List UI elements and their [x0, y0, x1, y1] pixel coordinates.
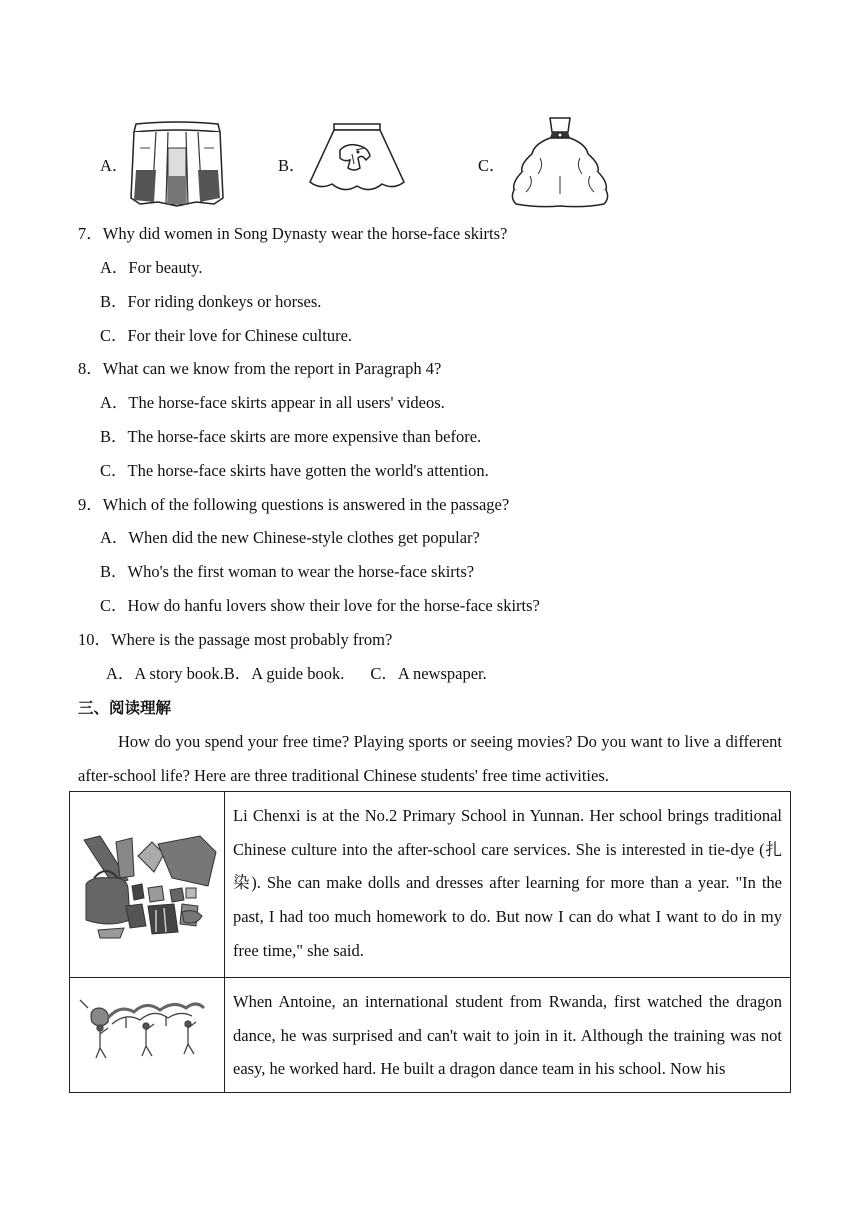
activities-table: [69, 791, 791, 1093]
question-8: [78, 359, 441, 379]
tie-dye-image-cell: [70, 792, 225, 978]
question-number: 9．: [78, 495, 103, 514]
question-text: Why did women in Song Dynasty wear the horse-face skirts?: [102, 224, 508, 243]
q8-option-b: B．The horse-face skirts are more expensive than before.: [100, 427, 482, 446]
horse-face-skirt-image: [128, 118, 226, 210]
q10-option-b: B．A guide book.: [223, 664, 345, 683]
tie-dye-text: Li Chenxi is at the No.2 Primary School in Yunnan. Her school brings traditional Chinese culture into the after-school care services. She is interested in tie-dye (扎染). She can make dolls and dresses after learning for more than a year. "In the past, I had too much homework to do. But now I can do what I want to do in my free time," she said.: [225, 792, 791, 978]
q7-option-a: A．For beauty.: [100, 258, 203, 277]
table-row: [70, 978, 791, 1093]
q7-option-c: C．For their love for Chinese culture.: [100, 326, 353, 345]
section-intro: How do you spend your free time? Playing sports or seeing movies? Do you want to live a different after-school life? Here are three traditional Chinese students' free time activities.: [78, 732, 782, 785]
option-c-label: C．: [478, 156, 506, 175]
option-b-label: B．: [278, 156, 306, 175]
q8-option-c: C．The horse-face skirts have gotten the world's attention.: [100, 461, 489, 480]
question-text: What can we know from the report in Paragraph 4?: [102, 359, 442, 378]
q10-options: [106, 664, 487, 684]
question-number: 7．: [78, 224, 103, 243]
q9-option-a: A．When did the new Chinese-style clothes get popular?: [100, 528, 480, 547]
q9-option-c: C．How do hanfu lovers show their love for the horse-face skirts?: [100, 596, 540, 615]
dragon-dance-image: [70, 978, 224, 1078]
section-title: 三、阅读理解: [78, 699, 172, 717]
option-a-label: A．: [100, 156, 129, 175]
question-9: [78, 495, 509, 515]
question-number: 10．: [78, 630, 111, 649]
question-10: [78, 630, 392, 650]
question-text: Where is the passage most probably from?: [111, 630, 393, 649]
question-7: [78, 224, 507, 244]
q10-option-a: A．A story book.: [106, 664, 224, 683]
ruffled-dress-image: [508, 114, 612, 208]
q8-option-a: A．The horse-face skirts appear in all users' videos.: [100, 393, 445, 412]
question-number: 8．: [78, 359, 103, 378]
dragon-dance-text: When Antoine, an international student from Rwanda, first watched the dragon dance, he was surprised and can't wait to join in it. Although the training was not easy, he worked hard. He built a dragon dance team in his school. Now his: [225, 978, 791, 1093]
q10-option-c: C．A newspaper.: [370, 664, 487, 683]
table-row: [70, 792, 791, 978]
horse-print-skirt-image: [306, 120, 408, 196]
q7-option-b: B．For riding donkeys or horses.: [100, 292, 322, 311]
question-text: Which of the following questions is answered in the passage?: [102, 495, 510, 514]
q9-option-b: B．Who's the first woman to wear the horse-face skirts?: [100, 562, 475, 581]
dragon-dance-image-cell: [70, 978, 225, 1093]
tie-dye-image: [70, 792, 224, 972]
image-options-row: [0, 112, 860, 212]
